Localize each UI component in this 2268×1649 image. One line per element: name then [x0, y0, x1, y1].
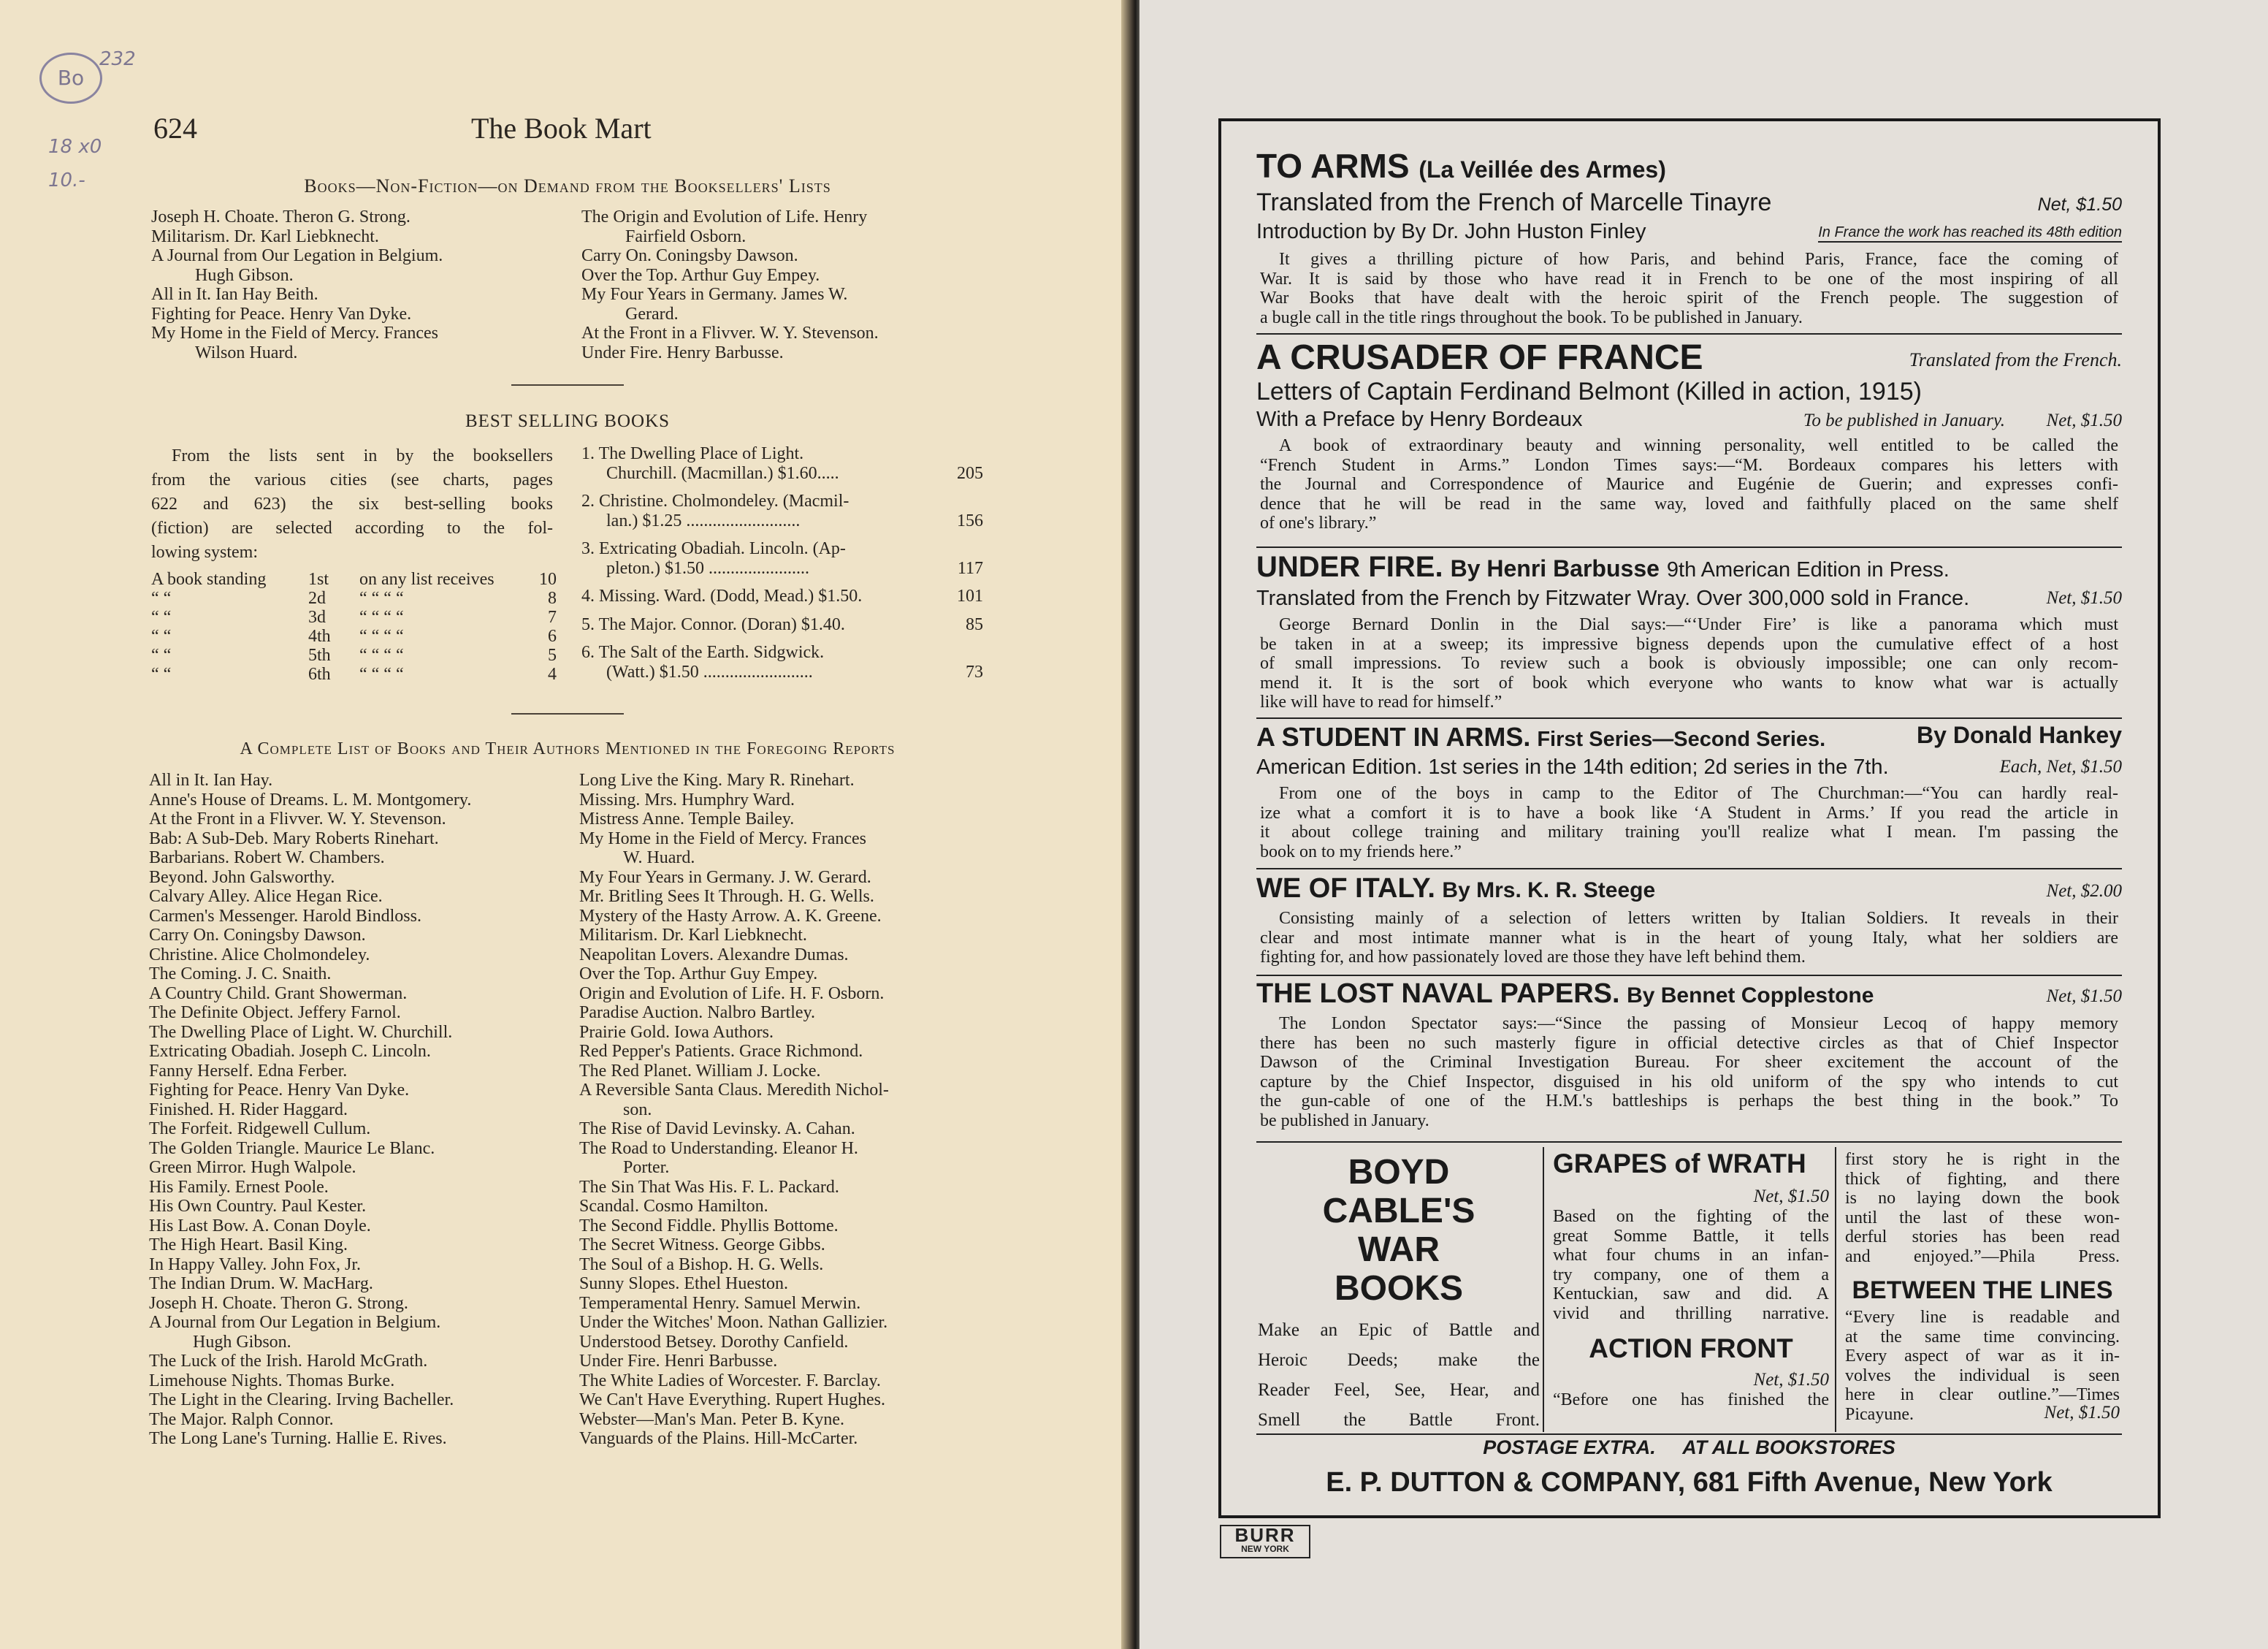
text-line: Neapolitan Lovers. Alexandre Dumas. — [579, 945, 849, 964]
best-seller-points: 85 — [966, 614, 983, 634]
ad-to-arms — [1256, 146, 2122, 327]
text-line: The Road to Understanding. Eleanor H. — [579, 1138, 858, 1158]
text-line: what four chums in an infan- — [1553, 1246, 1829, 1265]
text-line: Picayune. — [1845, 1404, 1914, 1424]
text-line: Fighting for Peace. Henry Van Dyke. — [149, 1081, 410, 1100]
text-line: of one's library.” — [1260, 514, 1377, 533]
text-line: capture by the Chief Inspector, disguised in his old uniform of the spy who intends to cut — [1260, 1072, 2118, 1092]
best-seller-item — [581, 444, 983, 483]
text-line: The Definite Object. Jeffery Farnol. — [149, 1003, 401, 1022]
text-line: The Red Planet. William J. Locke. — [579, 1061, 821, 1081]
text-line: Bab: A Sub-Deb. Mary Roberts Rinehart. — [149, 829, 439, 848]
best-seller-points: 205 — [957, 463, 983, 483]
standing-cell: on any list receives — [359, 570, 495, 589]
text-line: derful stories has been read — [1845, 1227, 2120, 1246]
text-line: Carmen's Messenger. Harold Bindloss. — [149, 906, 421, 926]
text-line: book on to my friends here.” — [1260, 842, 1462, 861]
ad-price: Each, Net, $1.50 — [1999, 757, 2122, 777]
text-line: W. Huard. — [623, 848, 695, 867]
best-seller-title: 1. The Dwelling Place of Light. — [581, 444, 804, 463]
text-line: The Soul of a Bishop. H. G. Wells. — [579, 1254, 824, 1274]
ad-body — [1256, 250, 2122, 327]
ad-price: Net, $1.50 — [1753, 1187, 1829, 1206]
ad-body — [1553, 1390, 1829, 1410]
standing-cell: “ “ “ “ — [359, 608, 404, 627]
ad-divider — [1256, 547, 2122, 548]
standing-cell: A book standing — [151, 570, 267, 589]
text-line: like will have to read for himself.” — [1260, 693, 1503, 712]
text-line: The Forfeit. Ridgewell Cullum. — [149, 1119, 371, 1138]
standing-cell: “ “ “ “ — [359, 665, 404, 684]
ad-crusader — [1256, 338, 2122, 533]
text-line: dence that he will be read in the same way, loved and faithfully placed on the same shelf — [1260, 494, 2118, 514]
text-line: Militarism. Dr. Karl Liebknecht. — [151, 226, 379, 246]
ad-line: Translated from the French by Fitzwater Wray. Over 300,000 sold in France. — [1256, 587, 1970, 610]
best-seller-points: 101 — [957, 587, 983, 606]
standing-cell: “ “ — [151, 608, 172, 627]
text-line: Smell the Battle Front. — [1258, 1410, 1540, 1430]
best-seller-item — [581, 643, 983, 682]
text-line: Missing. Mrs. Humphry Ward. — [579, 790, 795, 810]
ad-title: ACTION FRONT — [1589, 1333, 1793, 1363]
ad-under-fire — [1256, 549, 2122, 712]
standing-cell: “ “ “ “ — [359, 589, 404, 608]
ad-line: Introduction by By Dr. John Huston Finley — [1256, 220, 1646, 243]
text-line: Understood Betsey. Dorothy Canfield. — [579, 1332, 849, 1352]
best-seller-points: 73 — [966, 662, 983, 682]
ad-divider — [1256, 1433, 2122, 1435]
text-line: and enjoyed.”—Phila Press. — [1845, 1246, 2120, 1266]
best-seller-publisher: (Watt.) $1.50 ......................... — [606, 662, 813, 682]
text-line: BOOKS — [1334, 1269, 1463, 1308]
ad-body — [1256, 436, 2122, 533]
text-line: (fiction) are selected according to the fol- — [151, 519, 553, 538]
ad-body — [1256, 1014, 2122, 1130]
text-line: His Own Country. Paul Kester. — [149, 1197, 367, 1216]
text-line: “Before one has finished the — [1553, 1390, 1829, 1409]
text-line: a bugle call in the title rings throughout the book. To be published in January. — [1260, 308, 1803, 327]
ad-price: Net, $1.50 — [2046, 588, 2122, 608]
best-seller-item — [581, 587, 983, 606]
ad-title: A STUDENT IN ARMS. — [1256, 722, 1531, 752]
text-line: My Four Years in Germany. James W. — [581, 285, 848, 304]
ad-note: Translated from the French. — [1909, 349, 2122, 370]
text-line: War Books that have dealt with the heroic spirit of the French people. The suggestion of — [1260, 289, 2118, 308]
text-line: Finished. H. Rider Haggard. — [149, 1100, 348, 1119]
best-seller-title: 2. Christine. Cholmondeley. (Macmil- — [581, 492, 849, 511]
ad-note: In France the work has reached its 48th edition — [1818, 224, 2122, 243]
ad-divider — [1256, 717, 2122, 719]
text-line: first story he is right in the — [1845, 1150, 2120, 1169]
ad-price: Net, $1.50 — [2046, 411, 2122, 430]
ad-boyd-cable — [1258, 1153, 1540, 1435]
text-line: Heroic Deeds; make the — [1258, 1350, 1540, 1370]
text-line: vivid and thrilling narrative. — [1553, 1303, 1829, 1323]
text-line: Fairfield Osborn. — [625, 226, 747, 246]
text-line: Mr. Britling Sees It Through. H. G. Wells. — [579, 887, 874, 906]
ad-author: By Mrs. K. R. Steege — [1442, 878, 1656, 902]
best-seller-publisher: lan.) $1.25 .......................... — [606, 511, 801, 530]
text-line: is no laying down the book — [1845, 1189, 2120, 1208]
ad-body — [1256, 909, 2122, 967]
text-line: The White Ladies of Worcester. F. Barclay. — [579, 1371, 881, 1390]
best-seller-title: 4. Missing. Ward. (Dodd, Mead.) $1.50. — [581, 587, 863, 606]
ad-student-in-arms — [1256, 722, 2122, 861]
text-line: The Major. Ralph Connor. — [149, 1409, 334, 1429]
page-number: 624 — [153, 112, 197, 145]
text-line: Gerard. — [625, 304, 679, 324]
text-line: Make an Epic of Battle and — [1258, 1320, 1540, 1340]
text-line: Fighting for Peace. Henry Van Dyke. — [151, 304, 412, 324]
ad-lost-naval-papers — [1256, 978, 2122, 1130]
ad-title: WE OF ITALY. — [1256, 873, 1435, 904]
ad-edition: 9th American Edition in Press. — [1666, 558, 1950, 582]
text-line: volves the individual is seen — [1845, 1366, 2120, 1385]
text-line: Reader Feel, See, Hear, and — [1258, 1380, 1540, 1400]
text-line: the gun-cable of one of the H.M.'s battleships is perhaps the best thing in the book.” To — [1260, 1092, 2118, 1111]
text-line: at the same time convincing. — [1845, 1327, 2120, 1347]
text-line: until the last of these won- — [1845, 1208, 2120, 1227]
standing-row — [151, 589, 557, 608]
handwritten-note-b: 10.- — [48, 170, 85, 191]
text-line: The Coming. J. C. Snaith. — [149, 964, 332, 983]
column-divider — [1835, 1147, 1836, 1432]
standing-cell: “ “ — [151, 665, 172, 684]
text-line: here in clear outline.”—Times — [1845, 1385, 2120, 1404]
text-line: of small impressions. To review such a book is obviously impossible; one can only recom- — [1260, 654, 2118, 673]
standing-cell: 5 — [548, 646, 557, 665]
best-seller-item — [581, 492, 983, 530]
text-line: “Every line is readable and — [1845, 1308, 2120, 1327]
divider — [511, 713, 624, 715]
text-line: Prairie Gold. Iowa Authors. — [579, 1022, 774, 1042]
best-seller-publisher: Churchill. (Macmillan.) $1.60..... — [606, 463, 839, 483]
ad-author: By Bennet Copplestone — [1627, 983, 1874, 1008]
text-line: Calvary Alley. Alice Hegan Rice. — [149, 887, 383, 906]
text-line: 622 and 623) the six best-selling books — [151, 495, 553, 514]
text-line: The Light in the Clearing. Irving Bacheller. — [149, 1390, 454, 1409]
ad-divider — [1256, 975, 2122, 976]
text-line: Origin and Evolution of Life. H. F. Osborn. — [579, 983, 885, 1003]
footer-publisher: E. P. DUTTON & COMPANY, 681 Fifth Avenue, New York — [1326, 1467, 2053, 1498]
standing-cell: 4th — [308, 627, 331, 646]
text-line: The High Heart. Basil King. — [149, 1235, 348, 1254]
ad-title — [1258, 1153, 1540, 1308]
text-line: Militarism. Dr. Karl Liebknecht. — [579, 926, 807, 945]
text-line: Dawson of the Criminal Investigation Bureau. For sheer excitement the account of the — [1260, 1053, 2118, 1072]
text-line: Consisting mainly of a selection of letters written by Italian Soldiers. It reveals in their — [1279, 909, 2118, 928]
standing-cell: “ “ — [151, 646, 172, 665]
best-seller-title: 6. The Salt of the Earth. Sidgwick. — [581, 643, 825, 662]
ad-line: Letters of Captain Ferdinand Belmont (Killed in action, 1915) — [1256, 378, 1922, 405]
text-line: A Reversible Santa Claus. Meredith Nichol- — [579, 1081, 889, 1100]
ad-line: Translated from the French of Marcelle Tinayre — [1256, 188, 1772, 216]
text-line: Extricating Obadiah. Joseph C. Lincoln. — [149, 1042, 431, 1061]
standing-cell: 7 — [548, 608, 557, 627]
best-seller-points: 117 — [957, 558, 983, 578]
best-seller-title: 5. The Major. Connor. (Doran) $1.40. — [581, 614, 845, 634]
text-line: Temperamental Henry. Samuel Merwin. — [579, 1293, 861, 1313]
text-line: Kentuckian, saw and did. A — [1553, 1284, 1829, 1303]
text-line: Every aspect of war as it in- — [1845, 1347, 2120, 1366]
handwritten-note-a: 18 x0 — [48, 136, 102, 158]
ad-body-continued — [1845, 1150, 2120, 1266]
text-line: A Country Child. Grant Showerman. — [149, 983, 408, 1003]
ad-author: By Donald Hankey — [1917, 722, 2122, 748]
text-line: Under the Witches' Moon. Nathan Gallizier. — [579, 1313, 888, 1332]
ad-pub-note: To be published in January. — [1803, 411, 2005, 430]
ad-divider — [1256, 333, 2122, 335]
text-line: The Second Fiddle. Phyllis Bottome. — [579, 1216, 839, 1235]
standing-cell: “ “ — [151, 589, 172, 608]
text-line: Paradise Auction. Nalbro Bartley. — [579, 1003, 816, 1022]
ad-title: A CRUSADER OF FRANCE — [1256, 338, 1703, 377]
text-line: Carry On. Coningsby Dawson. — [581, 246, 798, 265]
text-line: Barbarians. Robert W. Chambers. — [149, 848, 385, 867]
text-line: Mistress Anne. Temple Bailey. — [579, 810, 795, 829]
text-line: At the Front in a Flivver. W. Y. Stevenson. — [581, 324, 879, 343]
text-line: from the various cities (see charts, pages — [151, 471, 553, 490]
ad-body — [1256, 784, 2122, 861]
ad-title: GRAPES of WRATH — [1553, 1149, 1806, 1178]
ad-title: UNDER FIRE. — [1256, 551, 1443, 583]
text-line: Hugh Gibson. — [193, 1332, 291, 1352]
text-line: Green Mirror. Hugh Walpole. — [149, 1158, 356, 1177]
standing-row — [151, 608, 557, 627]
standing-row — [151, 570, 557, 589]
text-line: The Luck of the Irish. Harold McGrath. — [149, 1352, 428, 1371]
handwritten-note-top: 232 — [99, 48, 136, 70]
ad-price: Net, $2.00 — [2046, 881, 2122, 901]
text-line: Sunny Slopes. Ethel Hueston. — [579, 1274, 788, 1293]
text-line: there has been no such masterly figure in official detective circles as that of Chief Inspector — [1260, 1033, 2118, 1053]
text-line: clear and most intimate manner what is in the heart of young Italy, what her soldiers are — [1260, 928, 2118, 948]
text-line: His Family. Ernest Poole. — [149, 1177, 329, 1197]
text-line: Beyond. John Galsworthy. — [149, 867, 335, 887]
text-line: Vanguards of the Plains. Hill-McCarter. — [579, 1429, 858, 1448]
footer-postage: POSTAGE EXTRA. AT ALL BOOKSTORES — [1483, 1436, 1895, 1458]
best-selling-list — [581, 444, 983, 690]
text-line: mend it. It is the sort of book which everyone who wants to know what war is actually — [1260, 673, 2118, 693]
text-line: Fanny Herself. Edna Ferber. — [149, 1061, 348, 1081]
standing-row — [151, 665, 557, 684]
text-line: All in It. Ian Hay Beith. — [151, 285, 318, 304]
best-seller-item — [581, 539, 983, 578]
text-line: Porter. — [623, 1158, 670, 1177]
text-line: “French Student in Arms.” London Times says:—“M. Bordeaux compares his letters with — [1260, 455, 2118, 475]
nonfiction-left-column — [151, 207, 560, 362]
text-line: be published in January. — [1260, 1111, 1429, 1130]
standing-row — [151, 646, 557, 665]
ad-author: By Henri Barbusse — [1450, 555, 1660, 582]
text-line: The Golden Triangle. Maurice Le Blanc. — [149, 1138, 435, 1158]
text-line: All in It. Ian Hay. — [149, 771, 273, 790]
text-line: Wilson Huard. — [195, 343, 298, 362]
complete-list-right-column — [579, 771, 996, 1449]
text-line: The Long Lane's Turning. Hallie E. Rives. — [149, 1429, 447, 1448]
ad-we-of-italy — [1256, 872, 2122, 967]
standing-cell: 6 — [548, 627, 557, 646]
ad-subtitle: (La Veillée des Armes) — [1419, 156, 1666, 183]
text-line: CABLE'S — [1322, 1192, 1475, 1230]
ad-price: Net, $1.50 — [2037, 194, 2122, 215]
text-line: Carry On. Coningsby Dawson. — [149, 926, 366, 945]
ad-title: TO ARMS — [1256, 147, 1410, 185]
best-seller-item — [581, 615, 983, 635]
printer-mark — [1220, 1525, 1310, 1558]
standing-cell: “ “ “ “ — [359, 627, 404, 646]
text-line: fighting for, and how passionately loved are those they have left behind them. — [1260, 948, 1806, 967]
text-line: At the Front in a Flivver. W. Y. Stevenson. — [149, 810, 446, 829]
text-line: Under Fire. Henri Barbusse. — [579, 1352, 778, 1371]
standing-cell: 10 — [539, 570, 557, 589]
ad-body — [1258, 1315, 1540, 1435]
text-line: The Rise of David Levinsky. A. Cahan. — [579, 1119, 855, 1138]
text-line: Hugh Gibson. — [195, 265, 294, 285]
text-line: The Sin That Was His. F. L. Packard. — [579, 1177, 839, 1197]
text-line: Mystery of the Hasty Arrow. A. K. Greene. — [579, 906, 882, 926]
text-line: The Origin and Evolution of Life. Henry — [581, 207, 868, 226]
ad-series: First Series—Second Series. — [1537, 728, 1826, 751]
column-divider — [1543, 1147, 1544, 1432]
text-line: Limehouse Nights. Thomas Burke. — [149, 1371, 395, 1390]
ad-title: BETWEEN THE LINES — [1852, 1276, 2113, 1304]
text-line: Long Live the King. Mary R. Rinehart. — [579, 771, 855, 790]
text-line: Scandal. Cosmo Hamilton. — [579, 1197, 768, 1216]
text-line: Joseph H. Choate. Theron G. Strong. — [151, 207, 411, 226]
text-line: The Dwelling Place of Light. W. Churchill. — [149, 1022, 453, 1042]
left-page — [0, 0, 1129, 1649]
best-seller-points: 156 — [957, 511, 983, 530]
text-line: WAR — [1358, 1230, 1440, 1269]
standing-cell: “ “ “ “ — [359, 646, 404, 665]
best-selling-intro — [151, 444, 553, 565]
complete-list-left-column — [149, 771, 565, 1449]
ad-line: With a Preface by Henry Bordeaux — [1256, 408, 1583, 431]
text-line: son. — [623, 1100, 652, 1119]
standing-table — [151, 570, 557, 684]
best-seller-title: 3. Extricating Obadiah. Lincoln. (Ap- — [581, 539, 846, 558]
text-line: Webster—Man's Man. Peter B. Kyne. — [579, 1409, 844, 1429]
text-line: We Can't Have Everything. Rupert Hughes. — [579, 1390, 885, 1409]
text-line: A Journal from Our Legation in Belgium. — [149, 1313, 441, 1332]
text-line: Joseph H. Choate. Theron G. Strong. — [149, 1293, 408, 1313]
ad-divider — [1256, 1141, 2122, 1143]
text-line: thick of fighting, and there — [1845, 1169, 2120, 1189]
ad-body — [1553, 1207, 1829, 1323]
divider — [511, 384, 624, 386]
ad-between-the-lines — [1845, 1150, 2120, 1424]
text-line: be taken in at a sweep; its impressive bigness depends upon the cumulative effect of a host — [1260, 634, 2118, 654]
text-line: My Four Years in Germany. J. W. Gerard. — [579, 867, 871, 887]
standing-cell: 3d — [308, 608, 326, 627]
standing-row — [151, 627, 557, 646]
text-line: A book of extraordinary beauty and winning personality, well entitled to be called the — [1279, 436, 2118, 455]
ad-price: Net, $1.50 — [2046, 986, 2122, 1006]
standing-cell: 2d — [308, 589, 326, 608]
text-line: From the lists sent in by the booksellers — [172, 446, 553, 465]
text-line: The London Spectator says:—“Since the passing of Monsieur Lecoq of happy memory — [1279, 1014, 2118, 1033]
ad-title: THE LOST NAVAL PAPERS. — [1256, 978, 1620, 1009]
text-line: My Home in the Field of Mercy. Frances — [579, 829, 867, 848]
ad-divider — [1256, 868, 2122, 869]
text-line: Over the Top. Arthur Guy Empey. — [579, 964, 818, 983]
text-line: George Bernard Donlin in the Dial says:—“‘Under Fire’ is like a panorama which must — [1279, 615, 2118, 634]
best-seller-publisher: pleton.) $1.50 ....................... — [606, 558, 809, 578]
text-line: The Indian Drum. W. MacHarg. — [149, 1274, 373, 1293]
running-title: The Book Mart — [471, 112, 652, 145]
complete-list-heading: A Complete List of Books and Their Authors Mentioned in the Foregoing Reports — [240, 739, 896, 758]
standing-cell: 5th — [308, 646, 331, 665]
text-line: It gives a thrilling picture of how Paris, and behind Paris, France, face the coming of — [1279, 250, 2118, 269]
printer-name: BURR — [1234, 1524, 1296, 1546]
text-line: Red Pepper's Patients. Grace Richmond. — [579, 1042, 863, 1061]
ad-grapes-of-wrath — [1553, 1149, 1829, 1410]
text-line: lowing system: — [151, 543, 259, 562]
text-line: try company, one of them a — [1553, 1265, 1829, 1284]
ad-body — [1256, 615, 2122, 712]
text-line: His Last Bow. A. Conan Doyle. — [149, 1216, 371, 1235]
text-line: Anne's House of Dreams. L. M. Montgomery. — [149, 790, 472, 810]
text-line: it about college training and military training you'll realize what I mean. I'm passing the — [1260, 823, 2118, 842]
printer-city: NEW YORK — [1241, 1544, 1289, 1554]
text-line: Under Fire. Henry Barbusse. — [581, 343, 784, 362]
nonfiction-right-column — [581, 207, 990, 362]
ad-price: Net, $1.50 — [1753, 1370, 1829, 1390]
text-line: In Happy Valley. John Fox, Jr. — [149, 1254, 361, 1274]
text-line: A Journal from Our Legation in Belgium. — [151, 246, 443, 265]
text-line: Over the Top. Arthur Guy Empey. — [581, 265, 820, 285]
text-line: My Home in the Field of Mercy. Frances — [151, 324, 439, 343]
standing-cell: 8 — [548, 589, 557, 608]
text-line: War. It is said by those who have read it in French to be one of the most inspiring of all — [1260, 269, 2118, 289]
text-line: Based on the fighting of the — [1553, 1207, 1829, 1226]
text-line: The Secret Witness. George Gibbs. — [579, 1235, 825, 1254]
handwritten-circle-note: Bo — [39, 53, 102, 104]
text-line: Christine. Alice Cholmondeley. — [149, 945, 370, 964]
best-selling-heading: BEST SELLING BOOKS — [465, 411, 671, 431]
text-line: BOYD — [1348, 1153, 1450, 1192]
standing-cell: 1st — [308, 570, 329, 589]
standing-cell: 6th — [308, 665, 331, 684]
text-line: great Somme Battle, it tells — [1553, 1226, 1829, 1246]
standing-cell: 4 — [548, 665, 557, 684]
nonfiction-heading: Books—Non-Fiction—on Demand from the Booksellers' Lists — [304, 175, 831, 197]
ad-price: Net, $1.50 — [2044, 1403, 2120, 1423]
ad-line: American Edition. 1st series in the 14th edition; 2d series in the 7th. — [1256, 755, 1889, 779]
text-line: From one of the boys in camp to the Editor of The Churchman:—“You can hardly real- — [1279, 784, 2118, 803]
standing-cell: “ “ — [151, 627, 172, 646]
text-line: the Journal and Correspondence of Maurice and Eugénie de Guerin; and expresses confi- — [1260, 475, 2118, 494]
text-line: ize what a comfort it is to have a book like ‘A Student in Arms.’ If you read the article in — [1260, 803, 2118, 823]
